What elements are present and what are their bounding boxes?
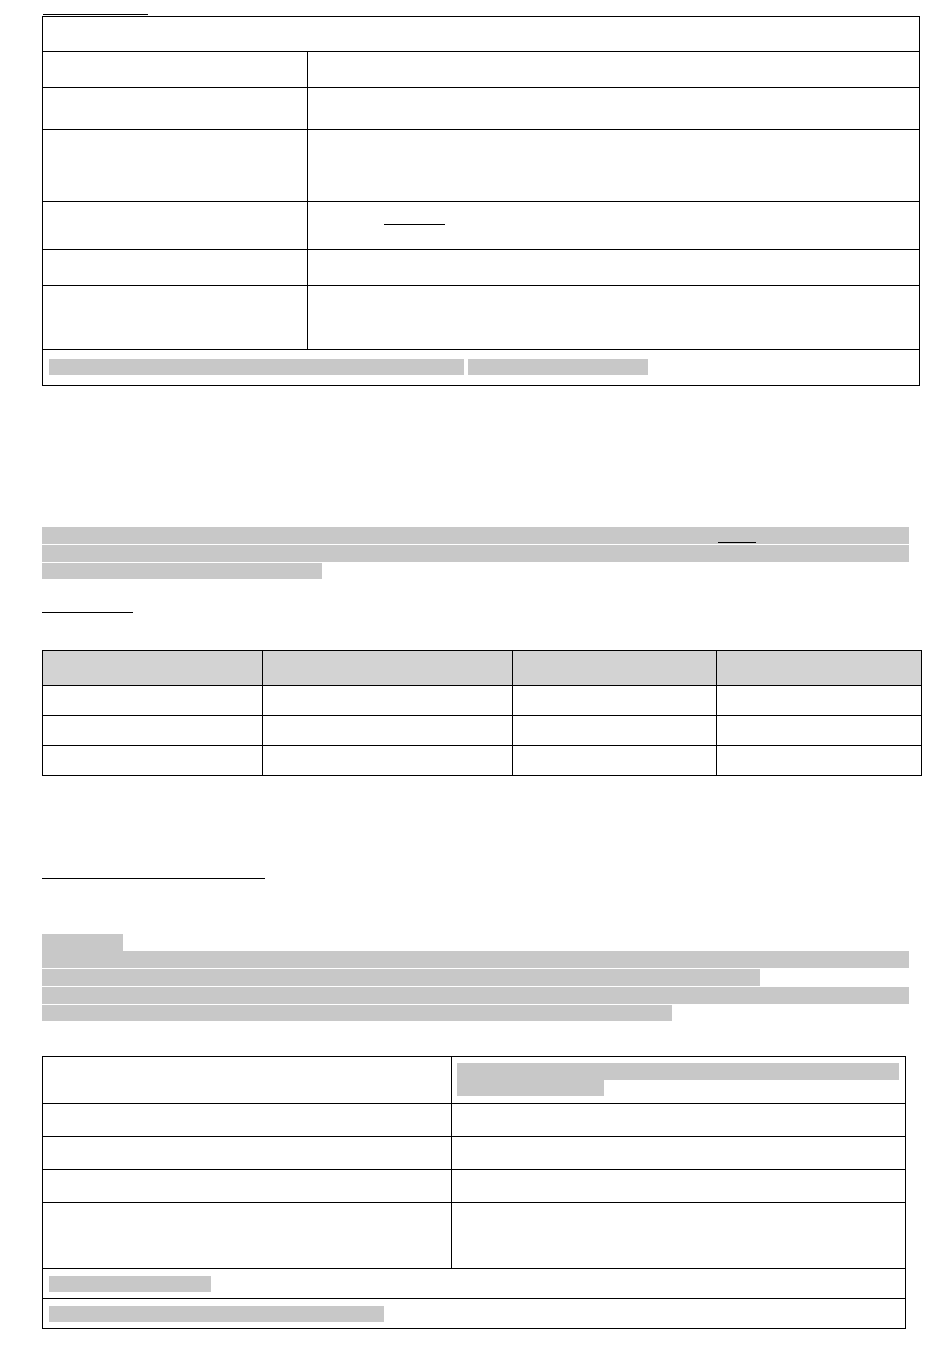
- table-1-footer-row: [43, 350, 920, 386]
- redacted-paragraph-line: [42, 527, 909, 544]
- table-cell: [263, 686, 513, 716]
- column-header: [513, 651, 717, 686]
- table-cell: [308, 250, 920, 286]
- table-cell: [43, 716, 263, 746]
- table-cell: [263, 716, 513, 746]
- table-row: [43, 746, 922, 776]
- table-cell: [513, 716, 717, 746]
- table-cell: [452, 1104, 906, 1137]
- redacted-text: [457, 1080, 604, 1096]
- table-row: [43, 716, 922, 746]
- table-row: [43, 1170, 906, 1203]
- table-cell: [43, 1269, 906, 1299]
- table-row: [43, 1104, 906, 1137]
- table-cell: [452, 1170, 906, 1203]
- redacted-paragraph-line: [42, 969, 760, 986]
- redacted-text: [49, 359, 464, 375]
- table-cell: [43, 1057, 452, 1104]
- table-cell: [263, 746, 513, 776]
- table-row: [43, 130, 920, 202]
- redacted-paragraph-line: [42, 987, 909, 1004]
- table-cell: [43, 350, 920, 386]
- redacted-text: [468, 359, 648, 375]
- table-cell: [308, 52, 920, 88]
- table-cell: [717, 686, 922, 716]
- table-cell: [43, 686, 263, 716]
- table-row: [43, 286, 920, 350]
- table-row: [43, 202, 920, 250]
- redacted-text: [457, 1063, 899, 1080]
- table-cell: [43, 1170, 452, 1203]
- table-3-footer-row: [43, 1269, 906, 1299]
- column-header: [717, 651, 922, 686]
- redacted-paragraph-line: [42, 951, 909, 968]
- table-cell: [452, 1057, 906, 1104]
- column-header: [43, 651, 263, 686]
- table-cell: [717, 746, 922, 776]
- table-cell: [43, 1203, 452, 1269]
- table-cell: [43, 250, 308, 286]
- table-cell: [43, 1137, 452, 1170]
- signature-line: [384, 224, 445, 225]
- table-cell: [43, 286, 308, 350]
- section-1-heading-underline: [43, 14, 148, 15]
- redacted-paragraph-line: [42, 1005, 672, 1021]
- form-table-3: [42, 1056, 906, 1329]
- redacted-text: [49, 1306, 384, 1322]
- table-cell: [43, 88, 308, 130]
- table-cell: [308, 130, 920, 202]
- table-cell: [43, 746, 263, 776]
- table-cell: [452, 1137, 906, 1170]
- table-header-row: [43, 651, 922, 686]
- redacted-paragraph-line: [42, 934, 123, 951]
- redacted-paragraph-line: [42, 545, 909, 562]
- table-cell: [513, 746, 717, 776]
- table-row: [43, 1137, 906, 1170]
- table-cell: [43, 17, 920, 52]
- redacted-text: [49, 1276, 211, 1292]
- table-cell: [308, 286, 920, 350]
- table-row: [43, 250, 920, 286]
- table-cell: [308, 88, 920, 130]
- table-1-title-row: [43, 17, 920, 52]
- table-cell: [308, 202, 920, 250]
- table-cell: [43, 1299, 906, 1329]
- section-3-heading-underline: [42, 878, 265, 879]
- table-row: [43, 88, 920, 130]
- table-cell: [43, 52, 308, 88]
- table-row: [43, 1203, 906, 1269]
- table-cell: [43, 1104, 452, 1137]
- table-cell: [452, 1203, 906, 1269]
- table-cell: [717, 716, 922, 746]
- table-cell: [43, 202, 308, 250]
- form-table-1: [42, 16, 920, 386]
- inline-underline: [718, 542, 756, 543]
- data-table-2: [42, 650, 922, 776]
- table-3-footer-row: [43, 1299, 906, 1329]
- table-row: [43, 1057, 906, 1104]
- column-header: [263, 651, 513, 686]
- redacted-paragraph-line: [42, 563, 322, 579]
- table-cell: [513, 686, 717, 716]
- table-cell: [43, 130, 308, 202]
- table-row: [43, 52, 920, 88]
- section-2-heading-underline: [42, 612, 133, 613]
- table-row: [43, 686, 922, 716]
